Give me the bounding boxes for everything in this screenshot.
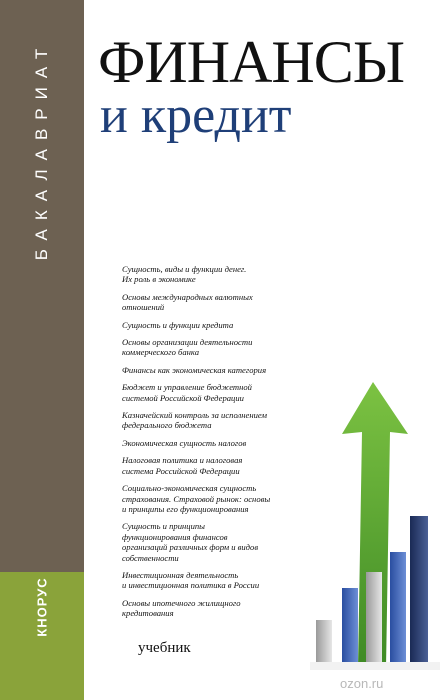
title-line-1: ФИНАНСЫ <box>98 29 405 95</box>
publisher-label: КНОРУС <box>34 577 50 637</box>
contents-item: Сущность и функции кредита <box>122 319 234 330</box>
series-label: БАКАЛАВРИАТ <box>32 39 51 261</box>
contents-item: Экономическая сущность налогов <box>122 437 247 448</box>
chart-bar <box>410 516 428 662</box>
contents-item: Сущность и принципы функционирования финансов организаций различных форм и видов собственности <box>122 521 259 563</box>
contents-item: Основы организации деятельности коммерческого банка <box>122 337 253 358</box>
contents-item: Инвестиционная деятельность и инвестиционная политика в России <box>122 569 260 591</box>
chart-bar <box>342 588 358 662</box>
contents-item: Налоговая политика и налоговая система Российской Федерации <box>122 455 243 476</box>
chart-bar <box>390 552 406 662</box>
chart-bar <box>366 572 382 662</box>
contents-item: Социально-экономическая сущность страхования. Страховой рынок: основы и принципы его функционирования <box>122 483 271 514</box>
contents-item: Бюджет и управление бюджетной системой Российской Федерации <box>122 382 252 403</box>
watermark: ozon.ru <box>340 676 384 691</box>
contents-item: Сущность, виды и функции денег. Их роль в экономике <box>122 264 247 285</box>
contents-item: Финансы как экономическая категория <box>122 364 267 375</box>
floor-reflection <box>310 662 440 670</box>
contents-item: Основы ипотечного жилищного кредитования <box>122 597 241 619</box>
contents-item: Казначейский контроль за исполнением федерального бюджета <box>122 410 267 431</box>
contents-item: Основы международных валютных отношений <box>122 291 253 313</box>
growth-arrow-bars-illustration <box>304 382 446 670</box>
title-line-2: и кредит <box>100 87 292 144</box>
book-type-label: учебник <box>138 640 191 656</box>
chart-bar <box>316 620 332 662</box>
contents-list <box>122 264 312 626</box>
